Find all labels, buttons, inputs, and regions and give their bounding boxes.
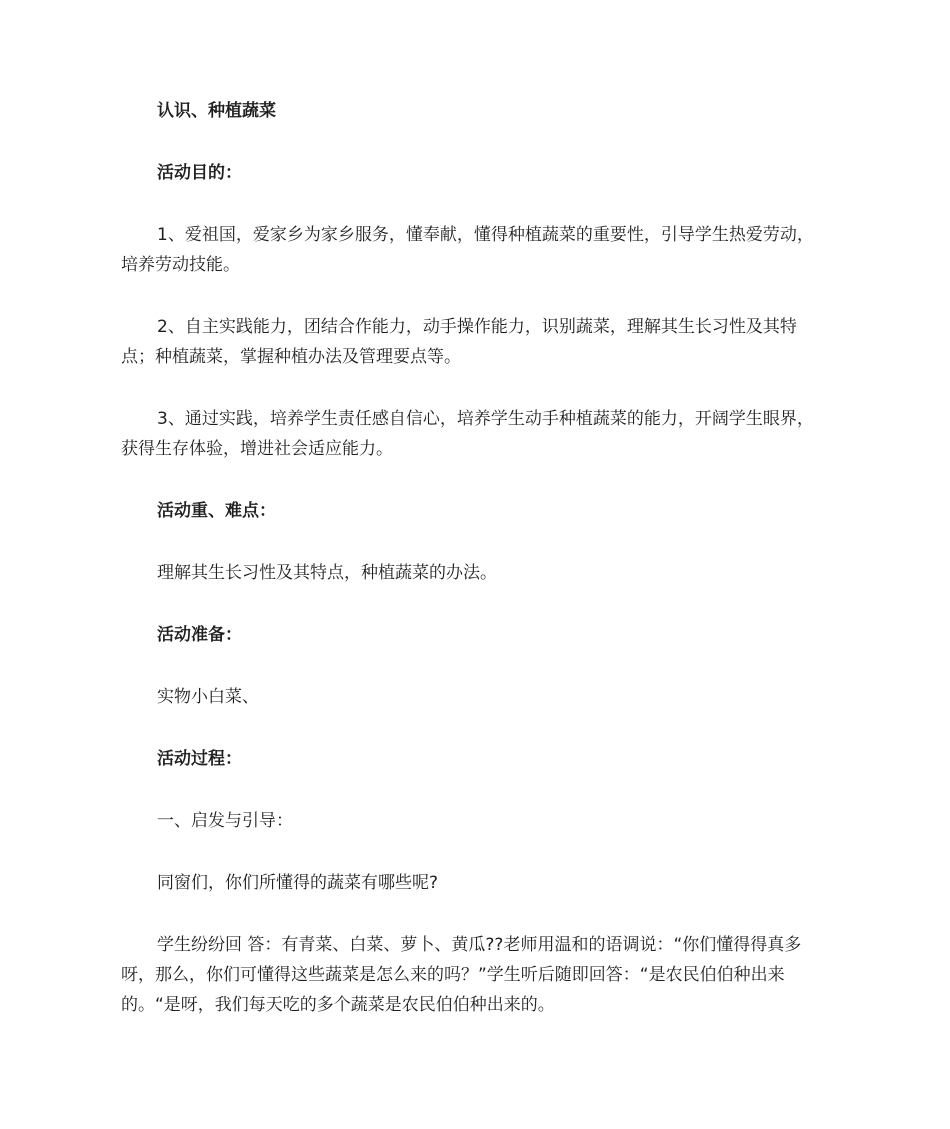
key-text: 理解其生长习性及其特点，种植蔬菜的办法。 [157,563,497,583]
process-step-1: 一、启发与引导： [157,811,293,831]
purpose-item-2: 2、自主实践能力，团结合作能力，动手操作能力，识别蔬菜，理解其生长习性及其特点；种植蔬菜，掌握种植办法及管理要点等。 [121,317,797,367]
process-heading: 活动过程： [157,749,242,769]
prep-text: 实物小白菜、 [157,687,259,707]
document-title: 认识、种植蔬菜 [157,101,276,121]
document-body [121,96,829,1052]
purpose-heading: 活动目的： [157,163,242,183]
prep-heading: 活动准备： [157,625,242,645]
purpose-item-1: 1、爱祖国，爱家乡为家乡服务，懂奉献，懂得种植蔬菜的重要性，引导学生热爱劳动，培养劳动技能。 [121,225,814,275]
process-answer: 学生纷纷回 答：有青菜、白菜、萝卜、黄瓜??老师用温和的语调说：“你们懂得得真多呀，那么，你们可懂得这些蔬菜是怎么来的吗？”学生听后随即回答：“是农民伯伯种出来的。“是呀，我们每天吃的多个蔬菜是农民伯伯种出来的。 [121,935,802,1015]
key-heading: 活动重、难点： [157,501,276,521]
process-question: 同窗们，你们所懂得的蔬菜有哪些呢? [157,873,439,893]
purpose-item-3: 3、通过实践，培养学生责任感自信心，培养学生动手种植蔬菜的能力，开阔学生眼界，获得生存体验，增进社会适应能力。 [121,409,814,459]
